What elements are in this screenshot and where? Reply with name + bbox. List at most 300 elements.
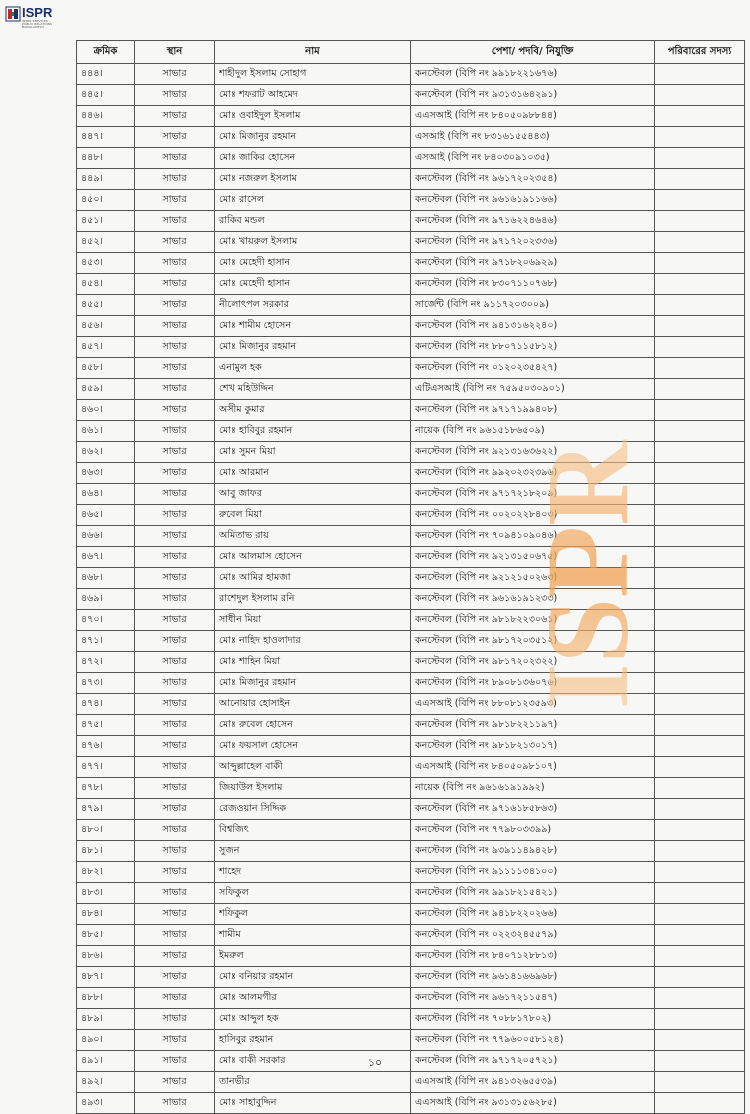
- ispr-logo: [6, 6, 56, 29]
- table-row: [77, 967, 745, 988]
- table-row: [77, 379, 745, 400]
- table-row: [77, 946, 745, 967]
- cell-post: কনস্টেবল (বিপি নং ৮৩০৭১১০৭৬৮): [411, 274, 655, 295]
- cell-serial: ৪৬৯।: [77, 589, 135, 610]
- cell-place: সাভার: [135, 274, 215, 295]
- cell-serial: ৪৪৬।: [77, 106, 135, 127]
- cell-family: [655, 358, 745, 379]
- cell-family: [655, 106, 745, 127]
- cell-name: নীলোৎপল সরকার: [215, 295, 411, 316]
- table-row: [77, 400, 745, 421]
- cell-name: মোঃ বাকী সরকার: [215, 1051, 411, 1072]
- table-row: [77, 1051, 745, 1072]
- cell-family: [655, 988, 745, 1009]
- table-row: [77, 1072, 745, 1093]
- cell-name: মোঃ শামীম হোসেন: [215, 316, 411, 337]
- cell-name: মোঃ আব্দুল হক: [215, 1009, 411, 1030]
- cell-post: কনস্টেবল (বিপি নং ০০২০২২৮৪০৩): [411, 505, 655, 526]
- table-row: [77, 610, 745, 631]
- cell-family: [655, 463, 745, 484]
- cell-name: মোঃ সাহাবুদ্দিন: [215, 1093, 411, 1114]
- cell-family: [655, 841, 745, 862]
- header-post: পেশা/ পদবি/ নিযুক্তি: [411, 41, 655, 64]
- cell-serial: ৪৭৭।: [77, 757, 135, 778]
- cell-serial: ৪৮২।: [77, 862, 135, 883]
- cell-family: [655, 64, 745, 85]
- cell-name: রুবেল মিয়া: [215, 505, 411, 526]
- cell-post: কনস্টেবল (বিপি নং ৭৭৯৬০০৫৮১২৪): [411, 1030, 655, 1051]
- cell-family: [655, 295, 745, 316]
- cell-family: [655, 316, 745, 337]
- cell-serial: ৪৫৪।: [77, 274, 135, 295]
- cell-name: মোঃ হাবিবুর রহমান: [215, 421, 411, 442]
- cell-place: সাভার: [135, 127, 215, 148]
- cell-serial: ৪৬৪।: [77, 484, 135, 505]
- cell-name: মোঃ মেহেদী হাসান: [215, 274, 411, 295]
- cell-name: সাধীন মিয়া: [215, 610, 411, 631]
- cell-family: [655, 190, 745, 211]
- cell-post: কনস্টেবল (বিপি নং ৮৮০৭১১৫৮১২): [411, 337, 655, 358]
- cell-post: কনস্টেবল (বিপি নং ৯৬১৪১৬৬৯৬৮): [411, 967, 655, 988]
- cell-place: সাভার: [135, 190, 215, 211]
- header-name: নাম: [215, 41, 411, 64]
- cell-family: [655, 904, 745, 925]
- cell-name: মোঃ মিজানুর রহমান: [215, 673, 411, 694]
- cell-name: শামীম: [215, 925, 411, 946]
- cell-serial: ৪৪৭।: [77, 127, 135, 148]
- cell-name: সফিকুল: [215, 883, 411, 904]
- cell-place: সাভার: [135, 1030, 215, 1051]
- cell-serial: ৪৪৯।: [77, 169, 135, 190]
- table-row: [77, 631, 745, 652]
- cell-name: আব্দুল্লাহেল বাকী: [215, 757, 411, 778]
- ispr-emblem-icon: [6, 7, 20, 21]
- cell-serial: ৪৬৭।: [77, 547, 135, 568]
- cell-place: সাভার: [135, 1072, 215, 1093]
- cell-place: সাভার: [135, 85, 215, 106]
- table-header-row: [77, 41, 745, 64]
- cell-post: কনস্টেবল (বিপি নং ৯৩১৩১৬৪২৯১): [411, 85, 655, 106]
- cell-place: সাভার: [135, 904, 215, 925]
- table-row: [77, 715, 745, 736]
- cell-name: শেখ মহিউদ্দিন: [215, 379, 411, 400]
- cell-post: কনস্টেবল (বিপি নং ৯৮১৮২১৩০১৭): [411, 736, 655, 757]
- cell-name: মোঃ আমির হামজা: [215, 568, 411, 589]
- cell-name: তানভীর: [215, 1072, 411, 1093]
- cell-post: কনস্টেবল (বিপি নং ৯৪১৩১৬২২৪০): [411, 316, 655, 337]
- cell-place: সাভার: [135, 106, 215, 127]
- cell-post: কনস্টেবল (বিপি নং ৯৯১৮২২১৬৭৬): [411, 64, 655, 85]
- cell-name: মোঃ আরমান: [215, 463, 411, 484]
- cell-place: সাভার: [135, 841, 215, 862]
- cell-name: মোঃ ওবাইদুল ইসলাম: [215, 106, 411, 127]
- cell-family: [655, 757, 745, 778]
- cell-name: মোঃ বনিয়ার রহমান: [215, 967, 411, 988]
- cell-name: মোঃ মেহেদী হাসান: [215, 253, 411, 274]
- cell-name: শাহেদ: [215, 862, 411, 883]
- cell-post: কনস্টেবল (বিপি নং ৯৭১৮২০৬৯২৯): [411, 253, 655, 274]
- cell-place: সাভার: [135, 1051, 215, 1072]
- cell-name: অসীম কুমার: [215, 400, 411, 421]
- cell-serial: ৪৭৫।: [77, 715, 135, 736]
- cell-name: মোঃ নাহিদ হাওলাদার: [215, 631, 411, 652]
- cell-serial: ৪৮৯।: [77, 1009, 135, 1030]
- cell-place: সাভার: [135, 673, 215, 694]
- cell-family: [655, 631, 745, 652]
- cell-place: সাভার: [135, 988, 215, 1009]
- cell-name: মোঃ মিজানুর রহমান: [215, 337, 411, 358]
- cell-name: রাশেদুল ইসলাম রনি: [215, 589, 411, 610]
- table-row: [77, 484, 745, 505]
- cell-serial: ৪৯৩।: [77, 1093, 135, 1114]
- cell-family: [655, 736, 745, 757]
- cell-serial: ৪৮০।: [77, 820, 135, 841]
- cell-serial: ৪৪৮।: [77, 148, 135, 169]
- cell-family: [655, 715, 745, 736]
- cell-serial: ৪৫২।: [77, 232, 135, 253]
- cell-serial: ৪৯০।: [77, 1030, 135, 1051]
- cell-place: সাভার: [135, 316, 215, 337]
- table-row: [77, 274, 745, 295]
- cell-serial: ৪৫৩।: [77, 253, 135, 274]
- watermark-text: ISPR: [522, 440, 654, 710]
- cell-place: সাভার: [135, 1093, 215, 1114]
- cell-family: [655, 610, 745, 631]
- cell-name: আনোয়ার হোসাইন: [215, 694, 411, 715]
- cell-post: নায়েক (বিপি নং ৯৬১৬১৯১৯৯২): [411, 778, 655, 799]
- header-place: স্থান: [135, 41, 215, 64]
- cell-place: সাভার: [135, 505, 215, 526]
- table-row: [77, 316, 745, 337]
- cell-name: জিয়াউল ইসলাম: [215, 778, 411, 799]
- table-row: [77, 862, 745, 883]
- cell-family: [655, 568, 745, 589]
- cell-family: [655, 694, 745, 715]
- cell-post: কনস্টেবল (বিপি নং ৭০৯৪১০৯০৪৬): [411, 526, 655, 547]
- cell-name: মোঃ শাহিন মিয়া: [215, 652, 411, 673]
- cell-family: [655, 1009, 745, 1030]
- cell-serial: ৪৬১।: [77, 421, 135, 442]
- cell-serial: ৪৯২।: [77, 1072, 135, 1093]
- page-number: ১০: [367, 1056, 383, 1069]
- cell-serial: ৪৬৬।: [77, 526, 135, 547]
- cell-family: [655, 778, 745, 799]
- cell-post: কনস্টেবল (বিপি নং ৯১১১১৩৪১০০): [411, 862, 655, 883]
- table-row: [77, 1093, 745, 1114]
- table-row: [77, 421, 745, 442]
- cell-serial: ৪৫৬।: [77, 316, 135, 337]
- cell-family: [655, 1072, 745, 1093]
- cell-serial: ৪৫০।: [77, 190, 135, 211]
- cell-name: মোঃ রুবেল হোসেন: [215, 715, 411, 736]
- cell-serial: ৪৪৪।: [77, 64, 135, 85]
- cell-name: রেজওয়ান সিদ্দিক: [215, 799, 411, 820]
- cell-place: সাভার: [135, 883, 215, 904]
- cell-serial: ৪৭২।: [77, 652, 135, 673]
- cell-post: কনস্টেবল (বিপি নং ৭০৮৮১৭৮০২): [411, 1009, 655, 1030]
- cell-serial: ৪৪৫।: [77, 85, 135, 106]
- table-row: [77, 988, 745, 1009]
- cell-place: সাভার: [135, 64, 215, 85]
- cell-name: মোঃ আলমাস হোসেন: [215, 547, 411, 568]
- cell-family: [655, 85, 745, 106]
- table-row: [77, 547, 745, 568]
- cell-name: মোঃ সুমন মিয়া: [215, 442, 411, 463]
- cell-name: মোঃ আলমগীর: [215, 988, 411, 1009]
- cell-place: সাভার: [135, 694, 215, 715]
- table-row: [77, 736, 745, 757]
- cell-serial: ৪৮১।: [77, 841, 135, 862]
- cell-name: মোঃ রাসেল: [215, 190, 411, 211]
- cell-family: [655, 862, 745, 883]
- cell-family: [655, 484, 745, 505]
- cell-name: আবু জাফর: [215, 484, 411, 505]
- cell-serial: ৪৭৩।: [77, 673, 135, 694]
- table-row: [77, 169, 745, 190]
- cell-place: সাভার: [135, 652, 215, 673]
- table-row: [77, 778, 745, 799]
- cell-post: এএসআই (বিপি নং ৯৪১৩২৬৫৫৩৯): [411, 1072, 655, 1093]
- cell-name: মোঃ ফয়সাল হোসেন: [215, 736, 411, 757]
- cell-post: এসআই (বিপি নং ৮৪০৩০৯১০৩৫): [411, 148, 655, 169]
- table-row: [77, 64, 745, 85]
- cell-place: সাভার: [135, 778, 215, 799]
- cell-name: মোঃ জাকির হোসেন: [215, 148, 411, 169]
- table-row: [77, 757, 745, 778]
- cell-place: সাভার: [135, 1009, 215, 1030]
- cell-family: [655, 925, 745, 946]
- logo-subtitle: INTER SERVICES PUBLIC RELATIONS BANGLADESH: [22, 19, 53, 29]
- cell-post: কনস্টেবল (বিপি নং ৯৬১৬১৯১১৬৬): [411, 190, 655, 211]
- cell-post: কনস্টেবল (বিপি নং ৯৪১৮২২০২৬৬): [411, 904, 655, 925]
- cell-name: হাসিবুর রহমান: [215, 1030, 411, 1051]
- cell-family: [655, 148, 745, 169]
- cell-family: [655, 211, 745, 232]
- cell-family: [655, 652, 745, 673]
- cell-family: [655, 253, 745, 274]
- cell-family: [655, 274, 745, 295]
- table-row: [77, 694, 745, 715]
- table-row: [77, 652, 745, 673]
- cell-place: সাভার: [135, 526, 215, 547]
- cell-post: এটিএসআই (বিপি নং ৭৫৯৫০৩০৯০১): [411, 379, 655, 400]
- cell-place: সাভার: [135, 862, 215, 883]
- cell-family: [655, 505, 745, 526]
- cell-post: কনস্টেবল (বিপি নং ৯৭১৭২১৮২০৯): [411, 484, 655, 505]
- table-row: [77, 589, 745, 610]
- cell-post: কনস্টেবল (বিপি নং ৯৭১৬১৮৫৮৬৩): [411, 799, 655, 820]
- cell-post: কনস্টেবল (বিপি নং ৯৭১৬২২৪৬৪৬): [411, 211, 655, 232]
- cell-post: কনস্টেবল (বিপি নং ৯৮১৮২২১১৯৭): [411, 715, 655, 736]
- cell-family: [655, 1051, 745, 1072]
- cell-place: সাভার: [135, 820, 215, 841]
- cell-serial: ৪৭৪।: [77, 694, 135, 715]
- cell-family: [655, 1030, 745, 1051]
- table-row: [77, 190, 745, 211]
- cell-family: [655, 442, 745, 463]
- cell-post: কনস্টেবল (বিপি নং ৯৯১৮২১৫৪২১): [411, 883, 655, 904]
- header-serial: ক্রমিক: [77, 41, 135, 64]
- cell-family: [655, 883, 745, 904]
- cell-family: [655, 589, 745, 610]
- cell-serial: ৪৫১।: [77, 211, 135, 232]
- personnel-table: [76, 40, 745, 1114]
- cell-post: কনস্টেবল (বিপি নং ৯২১৩১৬৩৬২২): [411, 442, 655, 463]
- cell-place: সাভার: [135, 358, 215, 379]
- table-row: [77, 673, 745, 694]
- table-row: [77, 526, 745, 547]
- cell-family: [655, 337, 745, 358]
- cell-family: [655, 946, 745, 967]
- cell-post: কনস্টেবল (বিপি নং ০১২০২৩৫৪২৭): [411, 358, 655, 379]
- cell-name: মোঃ মিজানুর রহমান: [215, 127, 411, 148]
- cell-serial: ৪৬৩।: [77, 463, 135, 484]
- cell-serial: ৪৫৫।: [77, 295, 135, 316]
- cell-serial: ৪৬০।: [77, 400, 135, 421]
- logo-title: ISPR: [22, 5, 53, 20]
- cell-serial: ৪৭৬।: [77, 736, 135, 757]
- cell-family: [655, 421, 745, 442]
- cell-post: নায়েক (বিপি নং ৯৬১৫১৮৬৫০৯): [411, 421, 655, 442]
- cell-post: এএসআই (বিপি নং ৮৪০৫০৯৮১০৭): [411, 757, 655, 778]
- cell-serial: ৪৮৩।: [77, 883, 135, 904]
- table-row: [77, 925, 745, 946]
- cell-post: কনস্টেবল (বিপি নং ৯৩৯১১৪৯৪২৮): [411, 841, 655, 862]
- cell-place: সাভার: [135, 337, 215, 358]
- table-row: [77, 841, 745, 862]
- cell-post: কনস্টেবল (বিপি নং ৯২১৩১৫০৬৭৫): [411, 547, 655, 568]
- cell-name: অমিতাভ রায়: [215, 526, 411, 547]
- cell-family: [655, 127, 745, 148]
- table-row: [77, 295, 745, 316]
- cell-post: কনস্টেবল (বিপি নং ৯৭১৭২০৫৭২১): [411, 1051, 655, 1072]
- cell-place: সাভার: [135, 946, 215, 967]
- cell-serial: ৪৬২।: [77, 442, 135, 463]
- cell-place: সাভার: [135, 232, 215, 253]
- cell-post: কনস্টেবল (বিপি নং ৮৯০৮১৩৬০৭৬): [411, 673, 655, 694]
- cell-post: কনস্টেবল (বিপি নং ৯৭১৭২০২৩৩৬): [411, 232, 655, 253]
- cell-place: সাভার: [135, 442, 215, 463]
- cell-place: সাভার: [135, 484, 215, 505]
- cell-place: সাভার: [135, 148, 215, 169]
- cell-place: সাভার: [135, 757, 215, 778]
- cell-serial: ৪৯১।: [77, 1051, 135, 1072]
- cell-family: [655, 379, 745, 400]
- cell-post: কনস্টেবল (বিপি নং ৯৮১৭২০২৩২২): [411, 652, 655, 673]
- table-row: [77, 211, 745, 232]
- cell-place: সাভার: [135, 925, 215, 946]
- cell-serial: ৪৫৭।: [77, 337, 135, 358]
- cell-serial: ৪৮৮।: [77, 988, 135, 1009]
- cell-serial: ৪৬৫।: [77, 505, 135, 526]
- cell-family: [655, 547, 745, 568]
- cell-place: সাভার: [135, 967, 215, 988]
- cell-post: এএসআই (বিপি নং ৯৩১৩১৫৬২৮৫): [411, 1093, 655, 1114]
- cell-place: সাভার: [135, 169, 215, 190]
- cell-place: সাভার: [135, 799, 215, 820]
- cell-name: শফিকুল: [215, 904, 411, 925]
- cell-post: কনস্টেবল (বিপি নং ৯৬১৭২১১৫৪৭): [411, 988, 655, 1009]
- cell-family: [655, 673, 745, 694]
- table-row: [77, 106, 745, 127]
- cell-place: সাভার: [135, 631, 215, 652]
- table-row: [77, 232, 745, 253]
- table-row: [77, 127, 745, 148]
- table-row: [77, 1030, 745, 1051]
- cell-post: কনস্টেবল (বিপি নং ৯২১২১৫০২৬৩): [411, 568, 655, 589]
- cell-place: সাভার: [135, 610, 215, 631]
- table-row: [77, 904, 745, 925]
- cell-name: ইমরুল: [215, 946, 411, 967]
- cell-place: সাভার: [135, 568, 215, 589]
- cell-family: [655, 400, 745, 421]
- cell-place: সাভার: [135, 736, 215, 757]
- cell-post: এএসআই (বিপি নং ৮৮০৮১২৩৫৯৩): [411, 694, 655, 715]
- cell-post: কনস্টেবল (বিপি নং ৯৮১৭২০৩৫১২): [411, 631, 655, 652]
- cell-name: শাহীদুল ইসলাম সোহাগ: [215, 64, 411, 85]
- cell-place: সাভার: [135, 421, 215, 442]
- cell-name: সুজন: [215, 841, 411, 862]
- cell-place: সাভার: [135, 400, 215, 421]
- cell-post: সার্জেন্ট (বিপি নং ৯১১৭২০৩০০৯): [411, 295, 655, 316]
- cell-name: বিশ্বজিৎ: [215, 820, 411, 841]
- cell-serial: ৪৭৮।: [77, 778, 135, 799]
- table-row: [77, 799, 745, 820]
- cell-family: [655, 1093, 745, 1114]
- cell-name: মোঃ খায়রুল ইসলাম: [215, 232, 411, 253]
- table-row: [77, 442, 745, 463]
- cell-place: সাভার: [135, 379, 215, 400]
- table-row: [77, 883, 745, 904]
- table-row: [77, 820, 745, 841]
- cell-name: মোঃ নজরুল ইসলাম: [215, 169, 411, 190]
- cell-family: [655, 169, 745, 190]
- cell-serial: ৪৮৪।: [77, 904, 135, 925]
- cell-post: এসআই (বিপি নং ৮৩১৬১৫৫৪৪৩): [411, 127, 655, 148]
- table-row: [77, 337, 745, 358]
- cell-serial: ৪৮৫।: [77, 925, 135, 946]
- table-row: [77, 568, 745, 589]
- table-row: [77, 463, 745, 484]
- cell-family: [655, 799, 745, 820]
- cell-serial: ৪৭১।: [77, 631, 135, 652]
- cell-place: সাভার: [135, 715, 215, 736]
- cell-post: কনস্টেবল (বিপি নং ০২২৩২৪৫৫৭৯): [411, 925, 655, 946]
- cell-post: কনস্টেবল (বিপি নং ৭৭৯৮০৩৩৯৯): [411, 820, 655, 841]
- cell-serial: ৪৫৮।: [77, 358, 135, 379]
- cell-post: কনস্টেবল (বিপি নং ৯৯২০২৩২৩৯৬): [411, 463, 655, 484]
- cell-name: এনামুল হক: [215, 358, 411, 379]
- cell-family: [655, 526, 745, 547]
- table-body: [77, 64, 745, 1114]
- cell-post: কনস্টেবল (বিপি নং ৯৭১৭১৯৯৪০৮): [411, 400, 655, 421]
- cell-post: কনস্টেবল (বিপি নং ৯৬১৭২০২৩৫৪): [411, 169, 655, 190]
- cell-place: সাভার: [135, 253, 215, 274]
- cell-place: সাভার: [135, 211, 215, 232]
- cell-post: কনস্টেবল (বিপি নং ৮৪০৭১২৮৮১৩): [411, 946, 655, 967]
- cell-serial: ৪৭৯।: [77, 799, 135, 820]
- cell-family: [655, 232, 745, 253]
- cell-family: [655, 820, 745, 841]
- cell-serial: ৪৮৭।: [77, 967, 135, 988]
- cell-name: রাকিব মন্ডল: [215, 211, 411, 232]
- table-row: [77, 1009, 745, 1030]
- cell-serial: ৪৮৬।: [77, 946, 135, 967]
- table-row: [77, 148, 745, 169]
- table-row: [77, 358, 745, 379]
- cell-name: মোঃ শফরাট আহমেদ: [215, 85, 411, 106]
- cell-place: সাভার: [135, 295, 215, 316]
